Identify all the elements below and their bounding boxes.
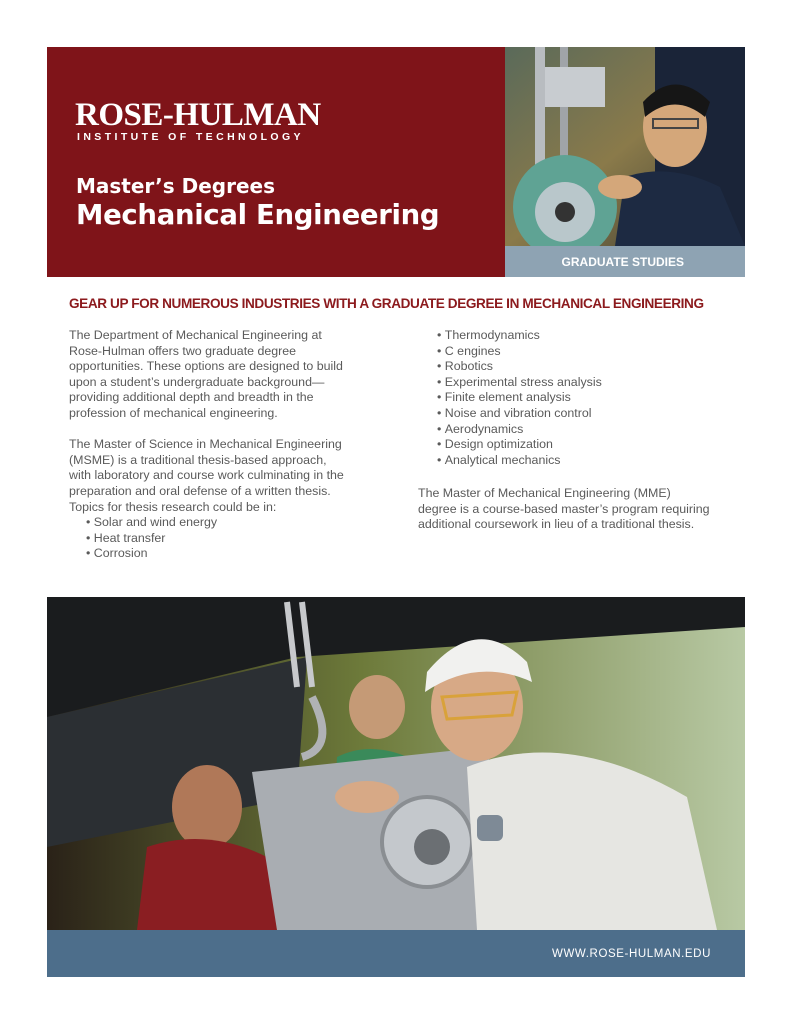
list-item: • Experimental stress analysis bbox=[437, 375, 747, 391]
engine-workshop-photo-illustration bbox=[47, 597, 745, 930]
thesis-topic-list bbox=[69, 515, 369, 562]
lab-student-photo-illustration bbox=[505, 47, 745, 246]
intro-line: opportunities. These options are designed to build bbox=[69, 359, 343, 374]
msme-line: with laboratory and course work culminating in the bbox=[69, 468, 344, 483]
list-item: • Analytical mechanics bbox=[437, 453, 747, 469]
msme-line: Topics for thesis research could be in: bbox=[69, 499, 277, 514]
list-item: • Heat transfer bbox=[86, 531, 369, 547]
lab-student-photo bbox=[505, 47, 745, 246]
msme-paragraph bbox=[69, 437, 369, 515]
logo-subtitle: INSTITUTE OF TECHNOLOGY bbox=[77, 131, 304, 143]
list-item: • Noise and vibration control bbox=[437, 406, 747, 422]
intro-line: The Department of Mechanical Engineering at bbox=[69, 328, 322, 342]
list-item: • Thermodynamics bbox=[437, 328, 747, 344]
program-title: Mechanical Engineering bbox=[76, 199, 440, 231]
msme-line: The Master of Science in Mechanical Engineering bbox=[69, 437, 342, 452]
intro-paragraph bbox=[69, 328, 369, 422]
thesis-topic-list-continued bbox=[437, 328, 747, 468]
mme-line: degree is a course-based master’s program requiring bbox=[418, 501, 710, 516]
mme-line: The Master of Mechanical Engineering (MME) bbox=[418, 486, 671, 500]
header-band bbox=[47, 47, 505, 277]
intro-line: Rose-Hulman offers two graduate degree bbox=[69, 343, 297, 358]
intro-line: providing additional depth and breadth in the bbox=[69, 390, 314, 405]
left-column bbox=[69, 328, 369, 562]
footer-bar bbox=[47, 930, 745, 977]
rose-hulman-logo: ROSE-HULMAN bbox=[75, 97, 321, 133]
graduate-studies-tag bbox=[505, 246, 745, 277]
mme-paragraph bbox=[418, 486, 728, 533]
mme-line: additional coursework in lieu of a traditional thesis. bbox=[418, 517, 695, 532]
website-url: WWW.ROSE-HULMAN.EDU bbox=[552, 947, 711, 960]
intro-line: profession of mechanical engineering. bbox=[69, 405, 278, 420]
msme-line: (MSME) is a traditional thesis-based approach, bbox=[69, 452, 327, 467]
msme-line: preparation and oral defense of a written thesis. bbox=[69, 483, 331, 498]
list-item: • Corrosion bbox=[86, 546, 369, 562]
intro-line: upon a student’s undergraduate background— bbox=[69, 374, 325, 389]
list-item: • Robotics bbox=[437, 359, 747, 375]
list-item: • Design optimization bbox=[437, 437, 747, 453]
list-item: • Aerodynamics bbox=[437, 422, 747, 438]
list-item: • C engines bbox=[437, 344, 747, 360]
graduate-studies-label: GRADUATE STUDIES bbox=[561, 254, 684, 269]
engine-workshop-photo bbox=[47, 597, 745, 930]
degree-type: Master’s Degrees bbox=[76, 174, 275, 198]
headline: GEAR UP FOR NUMEROUS INDUSTRIES WITH A GRADUATE DEGREE IN MECHANICAL ENGINEERING bbox=[69, 296, 704, 311]
right-column bbox=[437, 328, 747, 468]
list-item: • Finite element analysis bbox=[437, 390, 747, 406]
list-item: • Solar and wind energy bbox=[86, 515, 369, 531]
